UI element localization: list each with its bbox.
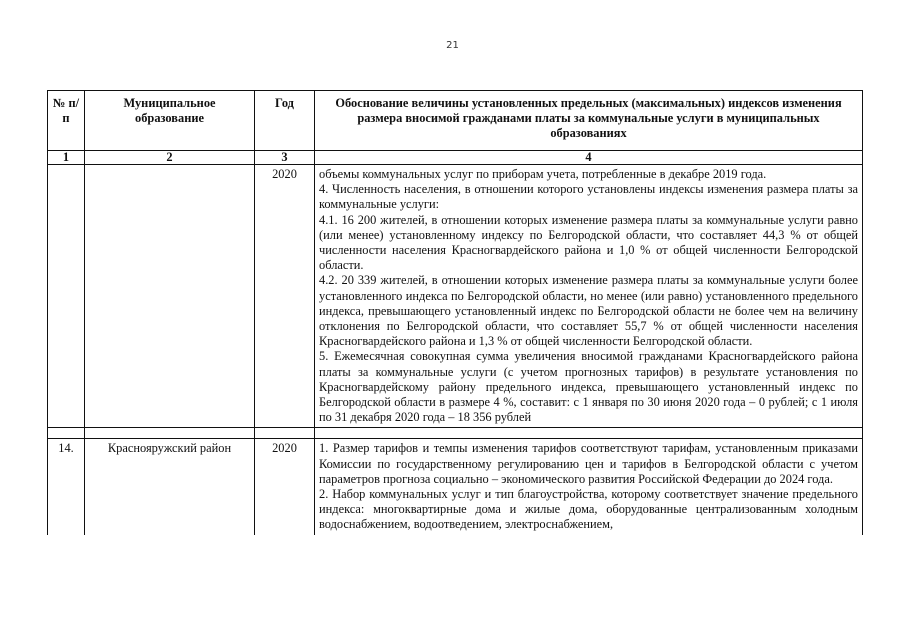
justification-paragraph: 4. Численность населения, в отношении которого установлены индексы изменения размера платы за коммунальные услуги: (319, 182, 858, 212)
header-num: № п/п (48, 91, 85, 151)
row-number: 14. (48, 439, 85, 535)
justification-paragraph: 4.2. 20 339 жителей, в отношении которых изменение размера платы за коммунальные услуги более установленного индекса по Белгородской области, но менее (или равно) установленного предельного индекса, превышающего установленный индекс по Белгородской области не более чем на величину отклонения по Белгородской области, что составляет 55,7 % от общей численности населения Красногвардейского района и 1,3 % от общей численности Белгородской области. (319, 273, 858, 349)
municipality-cell (85, 165, 255, 428)
justification-paragraph: объемы коммунальных услуг по приборам учета, потребленные в декабре 2019 года. (319, 167, 767, 181)
column-index: 4 (315, 151, 863, 165)
column-index: 3 (255, 151, 315, 165)
header-justification: Обоснование величины установленных предельных (максимальных) индексов изменения размера вносимой гражданами платы за коммунальные услуги в муниципальных образованиях (315, 91, 863, 151)
header-year: Год (255, 91, 315, 151)
row-spacer (48, 428, 863, 439)
year-cell: 2020 (255, 165, 315, 428)
justification-paragraph: 1. Размер тарифов и темпы изменения тарифов соответствуют тарифам, установленным приказами Комиссии по государственному регулированию цен и тарифов в Белгородской области с учетом параметров прогноза социально – экономического развития Российской Федерации до 2024 года. (319, 441, 858, 486)
row-number (48, 165, 85, 428)
justification-paragraph: 5. Ежемесячная совокупная сумма увеличения вносимой гражданами Красногвардейского района платы за коммунальные услуги (с учетом прогнозных тарифов) в результате установления по Красногвардейскому району предельного индекса, превышающего установленный индекс по Белгородской области в размере 4 %, составит: с 1 января по 30 июня 2020 года – 0 рублей; с 1 июля по 31 декабря 2020 года – 18 356 рублей (319, 349, 858, 425)
column-index: 1 (48, 151, 85, 165)
year-cell: 2020 (255, 439, 315, 535)
header-municipality: Муниципальное образование (85, 91, 255, 151)
header-row (48, 91, 863, 151)
column-index: 2 (85, 151, 255, 165)
page-number: 21 (446, 40, 459, 51)
justification-cell (315, 165, 863, 428)
indices-table (47, 90, 863, 535)
justification-paragraph: 2. Набор коммунальных услуг и тип благоустройства, которому соответствует значение предельного индекса: многоквартирные дома и жилые дома, оборудованные централизованным холодным водоснабжением, водоотведением, электроснабжением, (319, 487, 858, 532)
column-index-row (48, 151, 863, 165)
table-row (48, 439, 863, 535)
justification-cell (315, 439, 863, 535)
justification-paragraph: 4.1. 16 200 жителей, в отношении которых изменение размера платы за коммунальные услуги равно (или менее) установленному индексу по Белгородской области, что составляет 44,3 % от общей численности населения Красногвардейского района и 1,0 % от общей численности Белгородской области. (319, 212, 858, 273)
municipality-cell: Краснояружский район (85, 439, 255, 535)
table-row (48, 165, 863, 428)
